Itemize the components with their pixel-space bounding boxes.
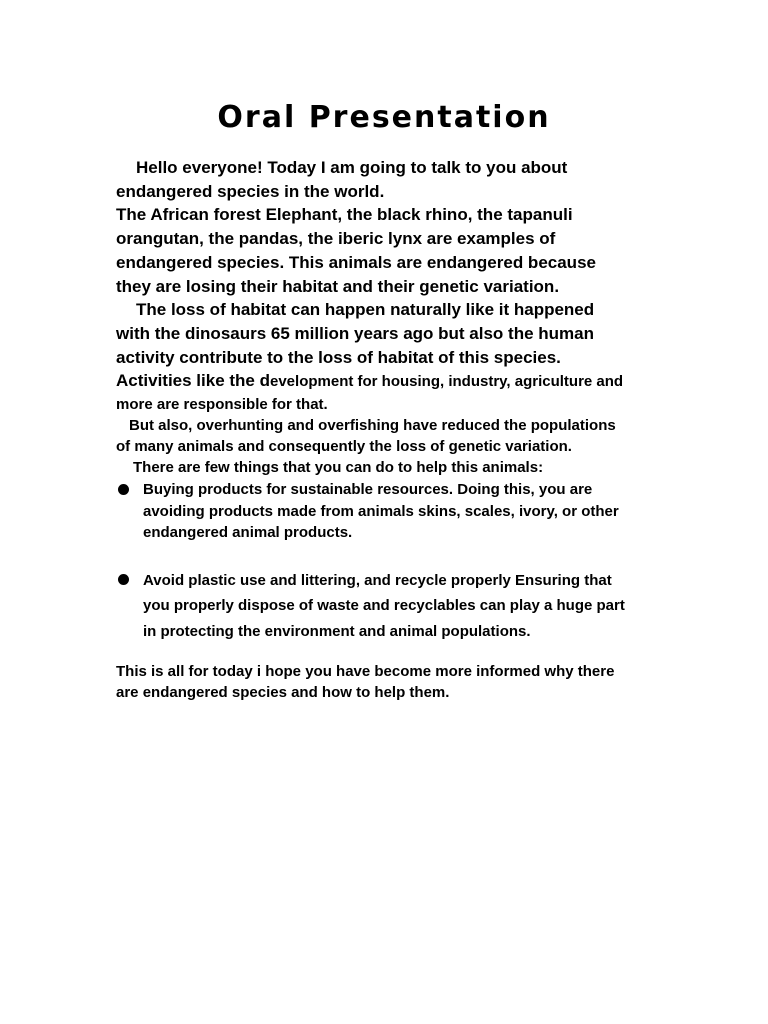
mixed-text-large: Activities like the d — [116, 371, 270, 391]
paragraph-line: activity contribute to the loss of habitat of this species. — [116, 347, 561, 367]
bullet-item — [116, 568, 676, 645]
paragraph-line: more are responsible for that. — [116, 396, 328, 414]
page-title: Oral Presentation — [217, 100, 551, 135]
paragraph-line: they are losing their habitat and their genetic variation. — [116, 276, 560, 296]
closing-line: This is all for today i hope you have become more informed why there — [116, 662, 615, 680]
paragraph-line: The African forest Elephant, the black rhino, the tapanuli — [116, 205, 573, 225]
bullet-item — [116, 479, 676, 544]
closing-paragraph — [116, 661, 676, 704]
bullet-line: you properly dispose of waste and recyclables can play a huge part — [143, 597, 625, 615]
mixed-text-small: evelopment for housing, industry, agriculture and — [270, 373, 624, 391]
bullet-line: endangered animal products. — [143, 524, 353, 542]
paragraph-line: endangered species. This animals are endangered because — [116, 252, 596, 272]
document-body — [116, 156, 676, 704]
closing-line: are endangered species and how to help them. — [116, 684, 450, 702]
bullet-line: avoiding products made from animals skins, scales, ivory, or other — [143, 502, 619, 520]
paragraph-line: of many animals and consequently the loss of genetic variation. — [116, 438, 572, 456]
bullet-dot-icon — [118, 574, 129, 585]
paragraph-line: But also, overhunting and overfishing have reduced the populations — [129, 417, 616, 435]
paragraph-line: There are few things that you can do to help this animals: — [133, 459, 544, 477]
paragraph-line: with the dinosaurs 65 million years ago but also the human — [116, 323, 594, 343]
bullet-dot-icon — [118, 484, 129, 495]
paragraph-line: Hello everyone! Today I am going to talk to you about — [136, 158, 568, 177]
bullet-line: in protecting the environment and animal populations. — [143, 623, 531, 641]
paragraph-line: The loss of habitat can happen naturally like it happened — [136, 300, 595, 320]
bullet-line: Buying products for sustainable resources. Doing this, you are — [143, 481, 593, 499]
paragraph-line: endangered species in the world. — [116, 181, 385, 201]
bullet-line: Avoid plastic use and littering, and recycle properly Ensuring that — [143, 571, 612, 589]
paragraph-line-mixed — [116, 369, 676, 394]
paragraph-line: orangutan, the pandas, the iberic lynx are examples of — [116, 229, 556, 249]
